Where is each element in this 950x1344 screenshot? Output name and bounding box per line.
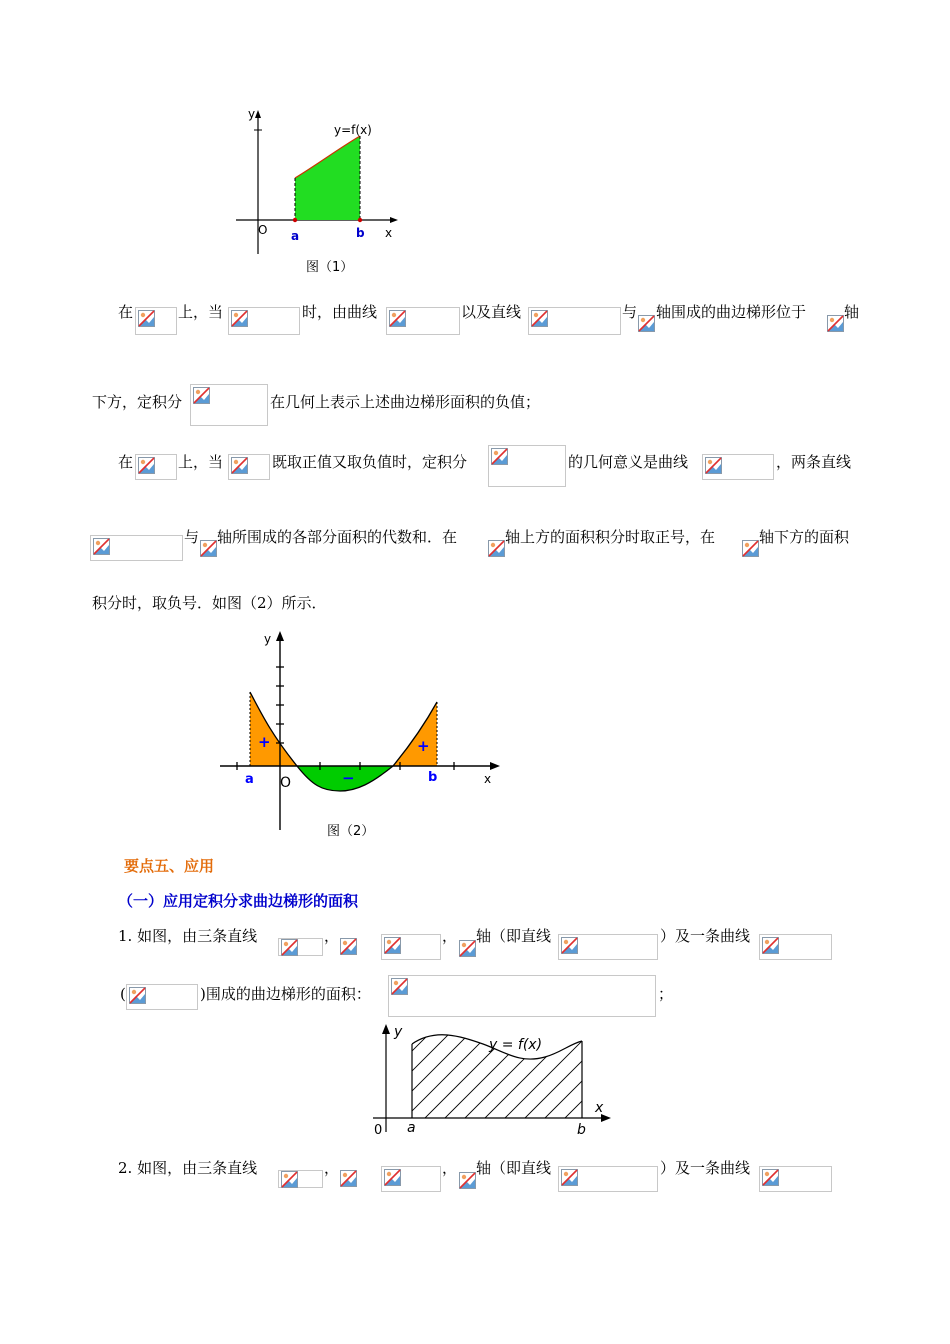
curve-label: y=f(x)	[334, 123, 372, 137]
broken-image-icon	[705, 457, 722, 474]
origin-label: O	[258, 223, 268, 237]
item1-text-1: 1. 如图，由三条直线	[118, 927, 258, 945]
p2-text-5: ，两条直线	[776, 453, 852, 471]
broken-image-icon	[488, 540, 505, 557]
broken-image-icon	[459, 1172, 476, 1189]
y-axis-label: y	[264, 632, 272, 646]
p1-text-6: 轴围成的曲边梯形位于	[656, 303, 807, 321]
p1-text-4: 以及直线	[461, 303, 522, 321]
section-title: 要点五、应用	[124, 857, 215, 875]
item1-text-6: (	[120, 985, 126, 1003]
plus-sign-left: +	[258, 733, 271, 751]
formula-image	[228, 307, 300, 335]
curve-label: y = f(x)	[489, 1037, 543, 1053]
broken-image-icon	[231, 457, 248, 474]
formula-image	[126, 984, 198, 1010]
plus-sign-right: +	[417, 737, 430, 755]
b-label: b	[577, 1122, 586, 1138]
broken-image-icon	[193, 387, 210, 404]
p1-text-8: 下方，定积分	[92, 393, 183, 411]
formula-image	[278, 1170, 323, 1188]
broken-image-icon	[391, 978, 408, 995]
p2-text-4: 的几何意义是曲线	[568, 453, 689, 471]
broken-image-icon	[561, 937, 578, 954]
formula-image	[228, 454, 270, 480]
p2-text-1: 在	[118, 453, 134, 471]
broken-image-icon	[340, 1170, 357, 1187]
area-under-curve	[295, 136, 360, 220]
p1-text-1: 在	[118, 303, 134, 321]
a-label: a	[407, 1120, 416, 1136]
item1-text-8: ；	[658, 985, 674, 1003]
b-label: b	[356, 226, 365, 240]
a-label: a	[245, 772, 254, 787]
broken-image-icon	[531, 310, 548, 327]
formula-image	[488, 445, 566, 487]
figure-1-caption: 图（1）	[306, 260, 354, 275]
p1-text-5: 与	[622, 303, 638, 321]
item2-text-5: ）及一条曲线	[660, 1159, 751, 1177]
figure-3	[365, 1022, 615, 1140]
positive-area-right	[393, 702, 437, 766]
item1-text-2: ，	[324, 927, 340, 945]
broken-image-icon	[93, 538, 110, 555]
formula-image	[90, 535, 183, 561]
p2-text-10: 积分时，取负号．如图（2）所示．	[92, 594, 327, 612]
p2-text-7: 轴所围成的各部分面积的代数和．在	[217, 528, 458, 546]
broken-image-icon	[491, 448, 508, 465]
broken-image-icon	[200, 540, 217, 557]
item1-text-5: ）及一条曲线	[660, 927, 751, 945]
broken-image-icon	[281, 939, 298, 956]
formula-image	[381, 1166, 441, 1192]
formula-image	[759, 1166, 832, 1192]
p2-text-3: 既取正值又取负值时，定积分	[272, 453, 468, 471]
formula-image	[278, 938, 323, 956]
formula-image	[702, 454, 774, 480]
p2-text-8: 轴上方的面积积分时取正号，在	[505, 528, 716, 546]
x-axis-label: x	[484, 772, 492, 786]
formula-image	[135, 454, 177, 480]
broken-image-icon	[281, 1171, 298, 1188]
item2-text-2: ，	[324, 1159, 340, 1177]
broken-image-icon	[638, 315, 655, 332]
formula-image	[558, 1166, 658, 1192]
formula-image	[381, 934, 441, 960]
formula-image	[190, 384, 268, 426]
broken-image-icon	[827, 315, 844, 332]
item1-text-3: ，	[442, 927, 458, 945]
p2-text-2: 上，当	[178, 453, 224, 471]
x-axis-label: x	[385, 226, 393, 240]
figure-2-caption: 图（2）	[327, 824, 375, 839]
broken-image-icon	[340, 938, 357, 955]
formula-image	[135, 307, 177, 335]
broken-image-icon	[138, 310, 155, 327]
y-axis-label: y	[394, 1024, 403, 1040]
figure-1	[228, 104, 408, 279]
broken-image-icon	[384, 1169, 401, 1186]
p1-text-7: 轴	[844, 303, 860, 321]
item1-text-4: 轴（即直线	[476, 927, 552, 945]
p1-text-9: 在几何上表示上述曲边梯形面积的负值；	[270, 393, 541, 411]
broken-image-icon	[138, 457, 155, 474]
broken-image-icon	[762, 937, 779, 954]
p1-text-2: 上，当	[178, 303, 224, 321]
minus-sign: −	[342, 769, 355, 787]
figure-2	[212, 625, 512, 835]
a-label: a	[291, 229, 300, 243]
item2-text-4: 轴（即直线	[476, 1159, 552, 1177]
broken-image-icon	[561, 1169, 578, 1186]
item2-text-1: 2. 如图，由三条直线	[118, 1159, 258, 1177]
broken-image-icon	[762, 1169, 779, 1186]
formula-image	[386, 307, 460, 335]
formula-image	[759, 934, 832, 960]
broken-image-icon	[459, 940, 476, 957]
broken-image-icon	[231, 310, 248, 327]
section-subtitle: （一）应用定积分求曲边梯形的面积	[118, 892, 359, 910]
broken-image-icon	[742, 540, 759, 557]
broken-image-icon	[384, 937, 401, 954]
broken-image-icon	[129, 987, 146, 1004]
formula-image	[528, 307, 621, 335]
item2-text-3: ，	[442, 1159, 458, 1177]
b-label: b	[428, 770, 438, 785]
item1-text-7: )围成的曲边梯形的面积：	[200, 985, 371, 1003]
origin-label: O	[280, 775, 292, 791]
origin-label: 0	[374, 1123, 383, 1138]
broken-image-icon	[389, 310, 406, 327]
positive-area-left	[250, 692, 297, 766]
formula-image	[388, 975, 656, 1017]
p1-text-3: 时，由曲线	[302, 303, 378, 321]
x-axis-label: x	[595, 1100, 604, 1116]
p2-text-6: 与	[184, 528, 200, 546]
y-axis-label: y	[248, 107, 256, 121]
formula-image	[558, 934, 658, 960]
p2-text-9: 轴下方的面积	[759, 528, 850, 546]
